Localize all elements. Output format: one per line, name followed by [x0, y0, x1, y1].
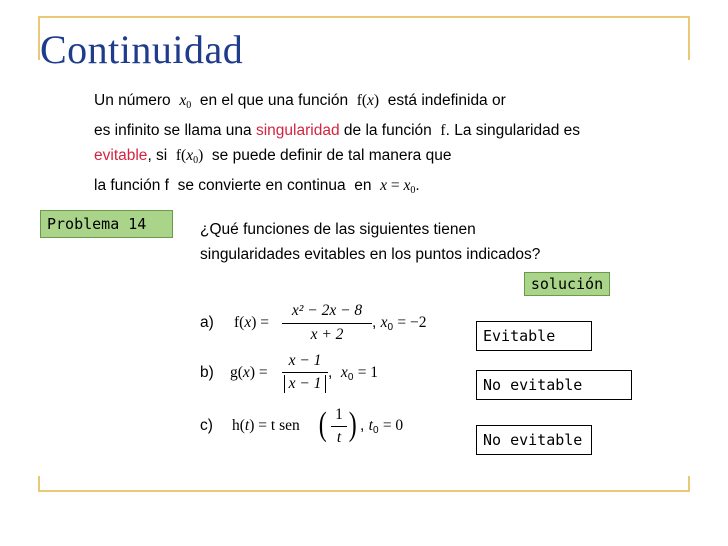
- math-fx0: $f(x_0)$: [175, 147, 204, 166]
- lhs: f(x) =: [234, 314, 270, 331]
- text: , si: [147, 147, 168, 164]
- item-b: [200, 352, 460, 398]
- numerator: 1: [335, 406, 343, 423]
- bottom-rule: [38, 490, 690, 492]
- definition-line-3: [94, 143, 694, 173]
- right-rule: [688, 16, 690, 60]
- numerator: x − 1: [288, 352, 322, 369]
- text: . La singularidad es: [445, 122, 581, 139]
- right-paren: ): [348, 406, 357, 443]
- page-title: Continuidad: [40, 27, 244, 72]
- item-label: c): [200, 417, 213, 434]
- bottom-right-tick: [688, 476, 690, 492]
- definition-line-2: [94, 118, 694, 143]
- text: de la función: [343, 122, 432, 139]
- definition-line-1: [94, 88, 694, 118]
- condition: , $x_0 = 1$: [328, 364, 379, 383]
- condition: , $x_0 = -2$: [372, 314, 427, 333]
- item-label: b): [200, 364, 214, 381]
- math-x-eq-x0: $x = x_0$: [380, 177, 416, 196]
- denominator: t: [336, 429, 342, 446]
- lhs: h(t) = t sen: [232, 417, 300, 434]
- definition-paragraph: [94, 88, 694, 203]
- answer-c[interactable]: No evitable: [476, 425, 592, 455]
- math-fx: f(x): [356, 92, 380, 109]
- text: en: [354, 177, 372, 194]
- math-f: f: [440, 122, 446, 139]
- text: está indefinida or: [387, 92, 506, 109]
- item-a: [200, 300, 460, 346]
- left-paren: (: [318, 406, 327, 443]
- answer-b[interactable]: No evitable: [476, 370, 632, 400]
- text: se convierte en continua: [177, 177, 346, 194]
- text: en el que una función: [199, 92, 349, 109]
- solution-button[interactable]: solución: [524, 272, 610, 296]
- denominator: x − 1: [284, 375, 326, 393]
- bottom-left-tick: [38, 476, 40, 492]
- numerator: x² − 2x − 8: [291, 302, 363, 319]
- item-c: [200, 404, 460, 450]
- text: Un número: [94, 92, 171, 109]
- fraction-bar: [282, 323, 372, 324]
- condition: , $t_0 = 0$: [360, 417, 404, 436]
- top-rule: [38, 16, 690, 18]
- text: se puede definir de tal manera que: [211, 147, 452, 164]
- question-line-1: ¿Qué funciones de las siguientes tienen: [200, 221, 476, 238]
- question-text: [200, 217, 540, 267]
- problem-badge: Problema 14: [40, 210, 173, 238]
- term-singularidad: singularidad: [255, 122, 340, 139]
- math-x0: $x_0$: [179, 92, 192, 111]
- definition-line-4: la función f se convierte en continua en $x = x_0$.: [94, 177, 420, 196]
- fraction: [282, 352, 328, 398]
- fraction: [331, 406, 347, 450]
- denominator: x + 2: [310, 326, 344, 343]
- lhs: g(x) =: [230, 364, 268, 381]
- fraction-bar: [331, 426, 347, 427]
- item-label: a): [200, 314, 214, 331]
- answer-a[interactable]: Evitable: [476, 321, 592, 351]
- fraction: [282, 300, 372, 346]
- fraction-bar: [282, 372, 328, 373]
- text: es infinito se llama una: [94, 122, 252, 139]
- question-line-2: singularidades evitables en los puntos indicados?: [200, 246, 541, 263]
- text: la función f: [94, 177, 169, 194]
- term-evitable: evitable: [94, 147, 148, 164]
